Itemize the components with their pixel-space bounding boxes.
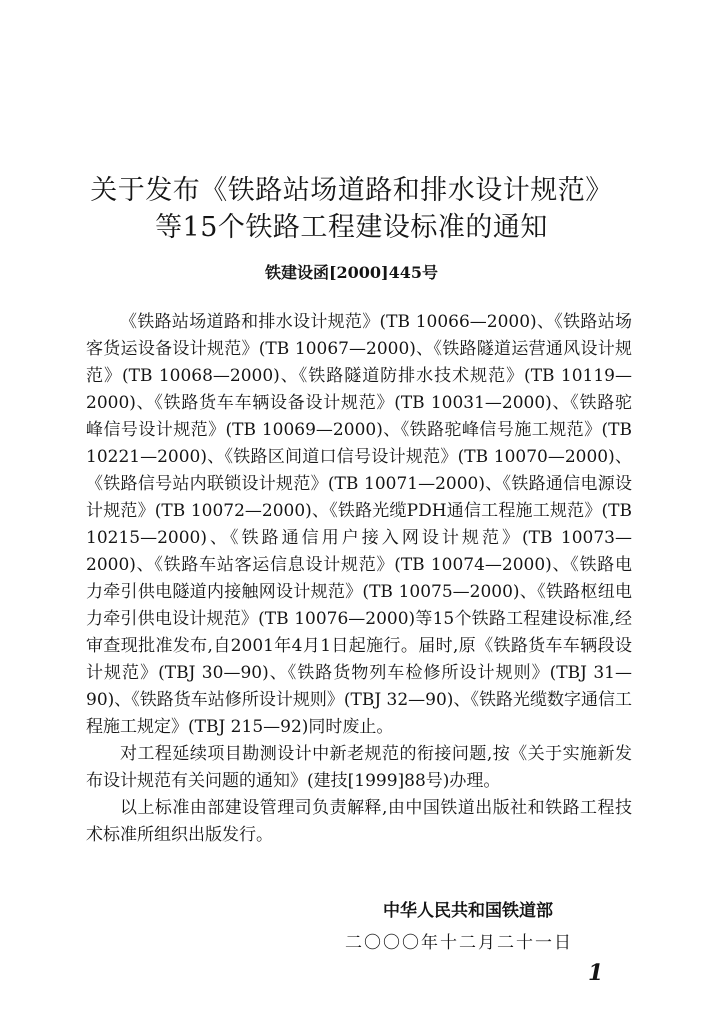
paragraph-transition: 对工程延续项目勘测设计中新老规范的衔接问题,按《关于实施新发布设计规范有关问题的通知》(建技[1999]88号)办理。	[86, 744, 632, 791]
body-text	[86, 309, 632, 849]
paragraph-standards-list: 《铁路站场道路和排水设计规范》(TB 10066—2000)、《铁路站场客货运设备设计规范》(TB 10067—2000)、《铁路隧道运营通风设计规范》(TB 10068—2000)、《铁路隧道防排水技术规范》(TB 10119—2000)、《铁路货车车辆设备设计规范》(TB 10031—2000)、《铁路驼峰信号设计规范》(TB 10069—2000)、《铁路驼峰信号施工规范》(TB 10221—2000)、《铁路区间道口信号设计规范》(TB 10070—2000)、《铁路信号站内联锁设计规范》(TB 10071—2000)、《铁路通信电源设计规范》(TB 10072—2000)、《铁路光缆PDH通信工程施工规范》(TB 10215—2000)、《铁路通信用户接入网设计规范》(TB 10073—2000)、《铁路车站客运信息设计规范》(TB 10074—2000)、《铁路电力牵引供电隧道内接触网设计规范》(TB 10075—2000)、《铁路枢纽电力牵引供电设计规范》(TB 10076—2000)等15个铁路工程建设标准,经审查现批准发布,自2001年4月1日起施行。届时,原《铁路货车车辆段设计规范》(TBJ 30—90)、《铁路货物列车检修所设计规则》(TBJ 31—90)、《铁路货车站修所设计规则》(TBJ 32—90)、《铁路光缆数字通信工程施工规定》(TBJ 215—92)同时废止。	[86, 312, 632, 737]
title-line-1: 关于发布《铁路站场道路和排水设计规范》	[90, 175, 613, 206]
paragraph-interpretation: 以上标准由部建设管理司负责解释,由中国铁道出版社和铁路工程技术标准所组织出版发行。	[86, 798, 632, 845]
title-line-2: 等15个铁路工程建设标准的通知	[155, 212, 548, 243]
document-number: 铁建设函[2000]445号	[264, 263, 439, 282]
issuing-authority: 中华人民共和国铁道部	[383, 901, 553, 921]
issue-date: 二〇〇〇年十二月二十一日	[345, 933, 573, 953]
page-number: 1	[588, 960, 604, 986]
